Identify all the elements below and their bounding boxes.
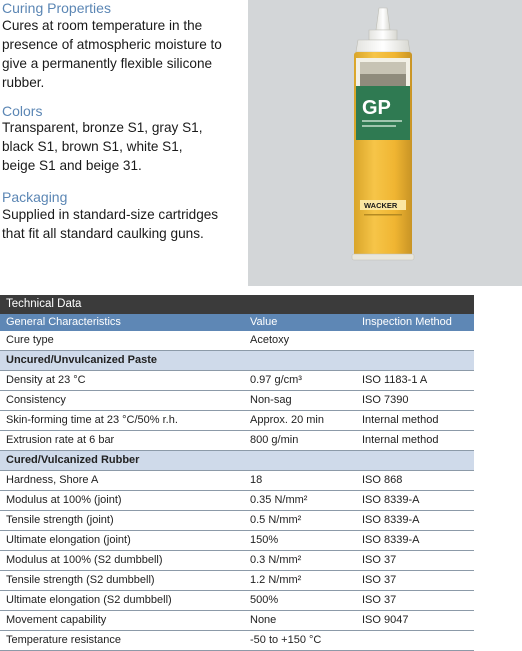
cell-method: ISO 868 xyxy=(362,474,403,486)
cell-characteristic: Uncured/Unvulcanized Paste xyxy=(6,354,157,366)
cell-value: Approx. 20 min xyxy=(250,414,324,426)
table-row xyxy=(0,531,474,551)
cell-value: 800 g/min xyxy=(250,434,299,446)
cell-method: ISO 8339-A xyxy=(362,534,420,546)
table-row xyxy=(0,491,474,511)
cell-method: ISO 37 xyxy=(362,594,397,606)
cell-value: 0.97 g/cm³ xyxy=(250,374,302,386)
cartridge-illustration xyxy=(248,0,522,286)
cell-method: ISO 7390 xyxy=(362,394,409,406)
table-row xyxy=(0,431,474,451)
table-row xyxy=(0,511,474,531)
packaging-line: Supplied in standard-size cartridges xyxy=(2,207,219,222)
table-row xyxy=(0,551,474,571)
packaging-line: that fit all standard caulking guns. xyxy=(2,226,204,241)
cell-value: -50 to +150 °C xyxy=(250,634,322,646)
table-row xyxy=(0,591,474,611)
cell-characteristic: Cured/Vulcanized Rubber xyxy=(6,454,140,466)
colors-heading: Colors xyxy=(2,103,43,119)
cell-value: 1.2 N/mm² xyxy=(250,574,302,586)
curing-properties-heading: Curing Properties xyxy=(2,0,111,16)
curing-line: give a permanently flexible silicone xyxy=(2,56,213,71)
cell-characteristic: Ultimate elongation (S2 dumbbell) xyxy=(6,594,172,606)
curing-line: presence of atmospheric moisture to xyxy=(2,37,222,52)
cell-value: 18 xyxy=(250,474,263,486)
cell-value: Non-sag xyxy=(250,394,292,406)
cell-value: 0.5 N/mm² xyxy=(250,514,302,526)
cell-value: 500% xyxy=(250,594,279,606)
table-row xyxy=(0,391,474,411)
cell-characteristic: Consistency xyxy=(6,394,66,406)
cell-characteristic: Tensile strength (S2 dumbbell) xyxy=(6,574,155,586)
curing-properties-text xyxy=(2,16,242,92)
cell-value: 0.3 N/mm² xyxy=(250,554,302,566)
cell-characteristic: Modulus at 100% (S2 dumbbell) xyxy=(6,554,163,566)
table-row xyxy=(0,371,474,391)
table-row xyxy=(0,331,474,351)
cell-method: ISO 37 xyxy=(362,554,397,566)
curing-line: Cures at room temperature in the xyxy=(2,18,203,33)
cell-characteristic: Extrusion rate at 6 bar xyxy=(6,434,115,446)
cell-characteristic: Hardness, Shore A xyxy=(6,474,99,486)
curing-line: rubber. xyxy=(2,75,45,90)
packaging-text xyxy=(2,205,242,243)
colors-line: black S1, brown S1, white S1, xyxy=(2,139,183,154)
cell-value: 0.35 N/mm² xyxy=(250,494,308,506)
cell-characteristic: Density at 23 °C xyxy=(6,374,86,386)
cell-method: ISO 9047 xyxy=(362,614,409,626)
cell-method: ISO 8339-A xyxy=(362,494,420,506)
cell-characteristic: Skin-forming time at 23 °C/50% r.h. xyxy=(6,414,178,426)
table-title: Technical Data xyxy=(0,295,474,314)
colors-line: beige S1 and beige 31. xyxy=(2,158,142,173)
brand-text: WACKER xyxy=(364,201,398,210)
table-row xyxy=(0,411,474,431)
cell-characteristic: Temperature resistance xyxy=(6,634,121,646)
nozzle-tip xyxy=(376,8,390,30)
product-code-text: GP xyxy=(362,97,391,119)
cell-value: Acetoxy xyxy=(250,334,290,346)
cell-characteristic: Tensile strength (joint) xyxy=(6,514,114,526)
column-header-value: Value xyxy=(250,316,278,328)
cell-value: 150% xyxy=(250,534,279,546)
table-row xyxy=(0,571,474,591)
table-column-header xyxy=(0,314,474,331)
packaging-heading: Packaging xyxy=(2,189,68,205)
colors-text xyxy=(2,118,242,175)
cell-characteristic: Modulus at 100% (joint) xyxy=(6,494,122,506)
cell-characteristic: Movement capability xyxy=(6,614,107,626)
cell-method: ISO 37 xyxy=(362,574,397,586)
cell-characteristic: Cure type xyxy=(6,334,54,346)
cell-method: ISO 8339-A xyxy=(362,514,420,526)
column-header-method: Inspection Method xyxy=(362,316,452,328)
column-header-characteristics: General Characteristics xyxy=(6,316,121,328)
cell-characteristic: Ultimate elongation (joint) xyxy=(6,534,131,546)
cell-method: ISO 1183-1 A xyxy=(362,374,428,386)
cell-method: Internal method xyxy=(362,414,439,426)
table-row xyxy=(0,471,474,491)
table-row xyxy=(0,631,474,651)
product-photo xyxy=(248,0,522,286)
cell-method: Internal method xyxy=(362,434,439,446)
table-section-row xyxy=(0,451,474,471)
table-row xyxy=(0,611,474,631)
colors-line: Transparent, bronze S1, gray S1, xyxy=(2,120,203,135)
technical-data-table xyxy=(0,295,474,651)
table-section-row xyxy=(0,351,474,371)
table-body xyxy=(0,331,474,651)
cell-value: None xyxy=(250,614,277,626)
